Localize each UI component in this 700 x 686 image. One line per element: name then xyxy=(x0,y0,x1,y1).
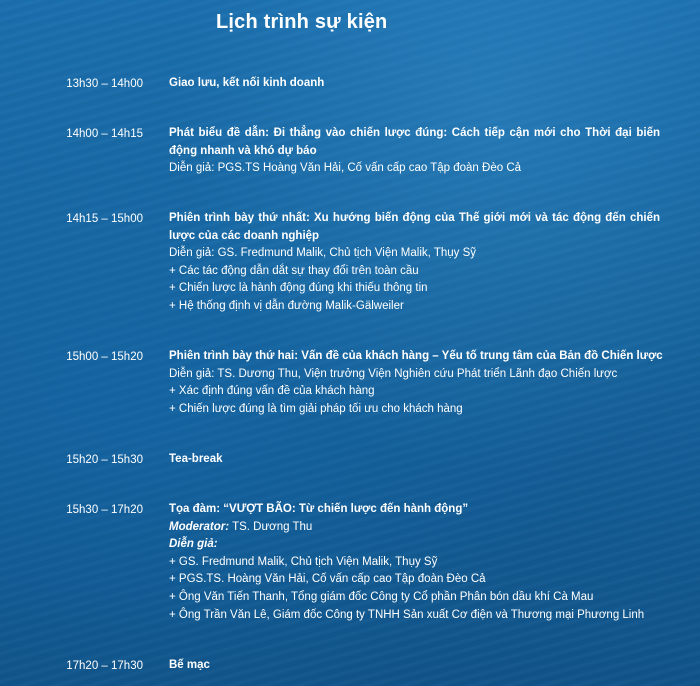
event-title: Giao lưu, kết nối kinh doanh xyxy=(169,77,325,89)
event-time: 15h30 – 17h20 xyxy=(66,504,143,516)
event-title: Phát biểu đề dẫn: Đi thẳng vào chiến lược đúng: Cách tiếp cận mới cho Thời đại biến động nhanh và khó dự báo xyxy=(169,127,660,157)
event-title: Phiên trình bày thứ nhất: Xu hướng biến động của Thế giới mới và tác động đến chiến lược của các doanh nghiệp xyxy=(169,212,660,242)
event-speaker: + Ông Văn Tiến Thanh, Tổng giám đốc Công ty Cổ phần Phân bón dầu khí Cà Mau xyxy=(169,590,594,603)
moderator-name: TS. Dương Thu xyxy=(232,520,313,533)
event-time: 15h00 – 15h20 xyxy=(66,351,143,363)
event-moderator xyxy=(169,519,660,537)
event-speaker: + GS. Fredmund Malik, Chủ tịch Viện Malik, Thụy Sỹ xyxy=(169,555,438,568)
event-speaker: + PGS.TS. Hoàng Văn Hải, Cố vấn cấp cao Tập đoàn Đèo Cả xyxy=(169,573,486,586)
event-speaker: Diễn giả: GS. Fredmund Malik, Chủ tịch Viện Malik, Thụy Sỹ xyxy=(169,247,477,260)
speakers-label: Diễn giả: xyxy=(169,538,218,551)
event-time: 14h15 – 15h00 xyxy=(66,213,143,225)
moderator-label: Moderator: xyxy=(169,520,230,533)
event-time: 15h20 – 15h30 xyxy=(66,454,143,466)
event-point: + Các tác động dẫn dắt sự thay đổi trên toàn cầu xyxy=(169,264,419,277)
event-point: + Hệ thống định vị dẫn đường Malik-Gälweiler xyxy=(169,299,404,312)
event-speaker: Diễn giả: TS. Dương Thu, Viện trưởng Viện Nghiên cứu Phát triển Lãnh đạo Chiến lược xyxy=(169,367,618,380)
event-title: Tea-break xyxy=(169,453,223,465)
event-speaker: Diễn giả: PGS.TS Hoàng Văn Hải, Cố vấn cấp cao Tập đoàn Đèo Cả xyxy=(169,162,522,175)
event-time: 14h00 – 14h15 xyxy=(66,128,143,140)
event-point: + Xác định đúng vấn đề của khách hàng xyxy=(169,385,375,398)
event-time: 13h30 – 14h00 xyxy=(66,78,143,90)
event-title: Bế mạc xyxy=(169,659,210,671)
event-point: + Chiến lược đúng là tìm giải pháp tối ưu cho khách hàng xyxy=(169,402,463,415)
event-title: Tọa đàm: “VƯỢT BÃO: Từ chiến lược đến hành động” xyxy=(169,503,469,515)
event-speaker: + Ông Trần Văn Lê, Giám đốc Công ty TNHH Sản xuất Cơ điện và Thương mại Phương Linh xyxy=(169,608,645,621)
event-time: 17h20 – 17h30 xyxy=(66,660,143,672)
page-title: Lịch trình sự kiện xyxy=(216,11,388,33)
event-point: + Chiến lược là hành động đúng khi thiếu thông tin xyxy=(169,282,428,295)
event-title: Phiên trình bày thứ hai: Vấn đề của khách hàng – Yếu tố trung tâm của Bản đồ Chiến lược xyxy=(169,350,663,362)
